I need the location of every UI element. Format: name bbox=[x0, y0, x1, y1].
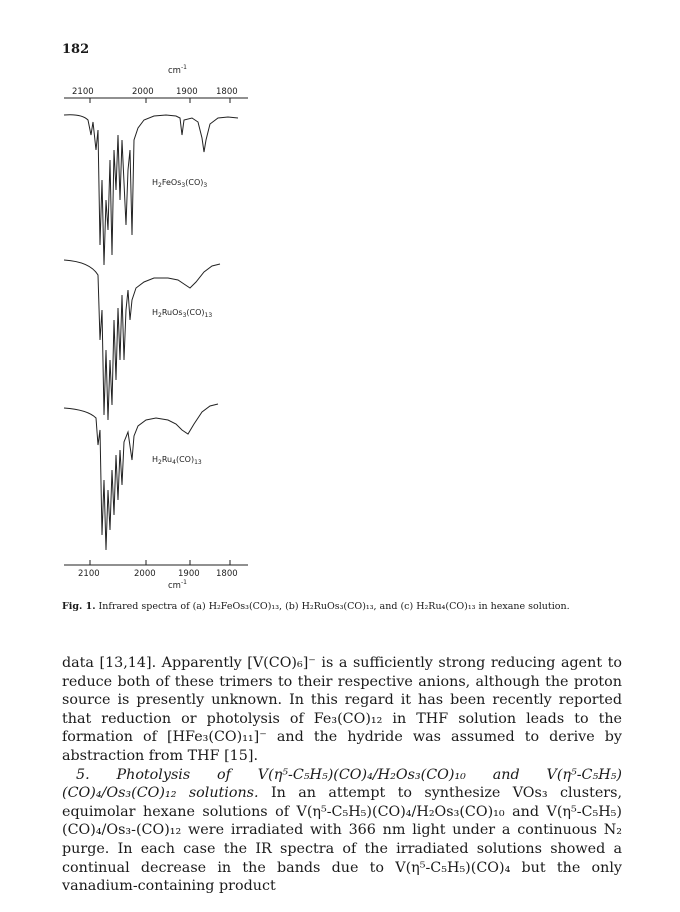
paragraph-2 bbox=[62, 766, 622, 896]
top-axis-unit: $cm^{-1}$ bbox=[168, 64, 187, 76]
ir-spectra-figure bbox=[58, 60, 298, 590]
spectrum-b-label: $H_2RuOs_3(CO)_{13}$ bbox=[152, 308, 213, 319]
spectrum-b-trace bbox=[64, 260, 220, 420]
spectrum-c-label: $H_2Ru_4(CO)_{13}$ bbox=[152, 455, 202, 466]
bottom-tick-label-2000: 2000 bbox=[134, 569, 156, 579]
top-tick-label-1900: 1900 bbox=[176, 87, 198, 97]
bottom-axis-unit: $cm^{-1}$ bbox=[168, 579, 187, 590]
ir-spectra-svg bbox=[58, 60, 298, 590]
spectrum-a-label: $H_2FeOs_3(CO)_3$ bbox=[152, 178, 208, 189]
page-number: 182 bbox=[62, 42, 90, 57]
caption-text: Infrared spectra of (a) H₂FeOs₃(CO)₁₃, (b) H₂RuOs₃(CO)₁₃, and (c) H₂Ru₄(CO)₁₃ in hexane solution. bbox=[95, 601, 570, 612]
figure-caption bbox=[62, 600, 618, 614]
paragraph-1: data [13,14]. Apparently [V(CO)₆]⁻ is a sufficiently strong reducing agent to reduce both of these trimers to their respective anions, although the proton source is presently unknown. In this regard it has been recently reported that reduction or photolysis of Fe₃(CO)₁₂ in THF solution leads to the formation of [HFe₃(CO)₁₁]⁻ and the hydride was assumed to derive by abstraction from THF [15]. bbox=[62, 655, 622, 764]
top-tick-label-2100: 2100 bbox=[72, 87, 94, 97]
top-tick-label-1800: 1800 bbox=[216, 87, 238, 97]
top-tick-label-2000: 2000 bbox=[132, 87, 154, 97]
bottom-tick-label-2100: 2100 bbox=[78, 569, 100, 579]
bottom-tick-label-1800: 1800 bbox=[216, 569, 238, 579]
caption-lead: Fig. 1. bbox=[62, 601, 96, 612]
body-text bbox=[62, 654, 622, 896]
bottom-tick-label-1900: 1900 bbox=[178, 569, 200, 579]
section-heading: 5. Photolysis of V(η⁵-C₅H₅)(CO)₄/H₂Os₃(CO)₁₀ and V(η⁵-C₅H₅)(CO)₄/Os₃(CO)₁₂ solutions. bbox=[62, 766, 622, 802]
paragraph-2-text: In an attempt to synthesize VOs₃ clusters, equimolar hexane solutions of V(η⁵-C₅H₅)(CO)₄/H₂Os₃(CO)₁₀ and V(η⁵-C₅H₅)(CO)₄/Os₃-(CO)₁₂ were irradiated with 366 nm light under a continuous N₂ purge. In each case the IR spectra of the irradiated solutions showed a continual decrease in the bands due to V(η⁵-C₅H₅)(CO)₄ but the only vanadium-containing product bbox=[62, 785, 622, 895]
spectrum-c-trace bbox=[64, 404, 218, 550]
spectrum-a-trace bbox=[64, 115, 238, 265]
